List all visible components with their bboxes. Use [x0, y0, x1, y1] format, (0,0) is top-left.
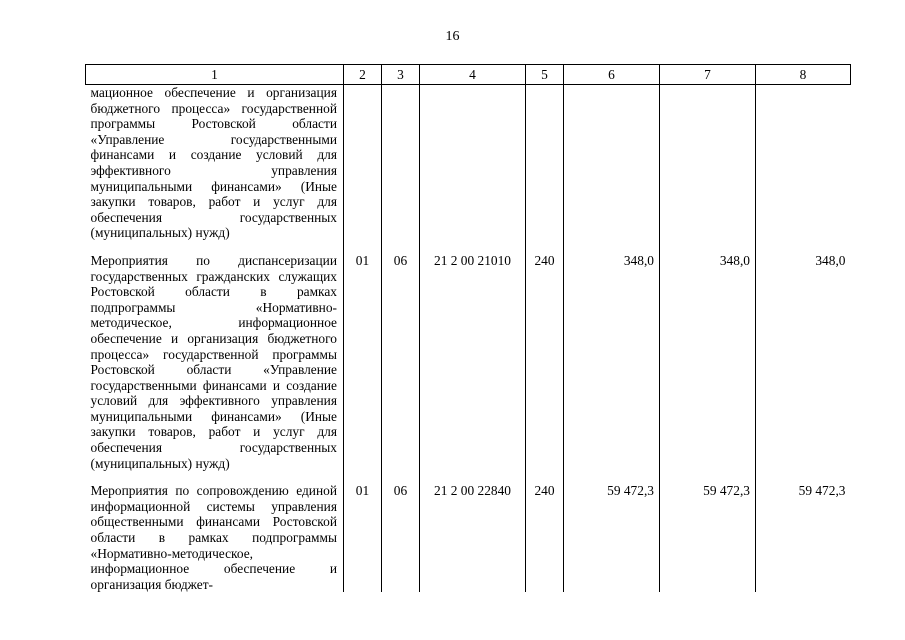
- header-col-4: 4: [420, 65, 526, 85]
- row-amount-col8: 59 472,3: [756, 471, 851, 592]
- table-body: [86, 85, 851, 593]
- row-subsection: [382, 85, 420, 241]
- row-section: [344, 85, 382, 241]
- row-amount-col7: [660, 85, 756, 241]
- row-description: мационное обеспечение и организация бюджетного процесса» государственной программы Ростовской области «Управление государственными финансами и создание условий для эффективного управления муниципальными финансами» (Иные закупки товаров, работ и услуг для обеспечения государственных (муниципальных) нужд): [90, 85, 337, 241]
- header-col-3: 3: [382, 65, 420, 85]
- header-col-7: 7: [660, 65, 756, 85]
- row-description: Мероприятия по диспансеризации государственных гражданских служащих Ростовской области в рамках подпрограммы «Нормативно-методическое, информационное обеспечение и организация бюджетного процесса» государственной программы Ростовской области «Управление государственными финансами и создание условий для эффективного управления муниципальными финансами» (Иные закупки товаров, работ и услуг для обеспечения государственных (муниципальных) нужд): [90, 252, 337, 471]
- row-amount-col6: [564, 85, 660, 241]
- row-amount-col6: 348,0: [564, 241, 660, 471]
- row-amount-col8: 348,0: [756, 241, 851, 471]
- row-expense-type: 240: [526, 241, 564, 471]
- row-amount-col6: 59 472,3: [564, 471, 660, 592]
- table-row: [86, 471, 851, 592]
- row-target-article: 21 2 00 22840: [420, 471, 526, 592]
- header-col-1: 1: [86, 65, 344, 85]
- row-target-article: [420, 85, 526, 241]
- table-row: [86, 85, 851, 241]
- row-amount-col7: 59 472,3: [660, 471, 756, 592]
- row-subsection: 06: [382, 471, 420, 592]
- header-col-8: 8: [756, 65, 851, 85]
- table-header: [86, 65, 851, 85]
- header-row: [86, 65, 851, 85]
- row-section: 01: [344, 471, 382, 592]
- row-section: 01: [344, 241, 382, 471]
- row-amount-col8: [756, 85, 851, 241]
- header-col-6: 6: [564, 65, 660, 85]
- row-description: Мероприятия по сопровождению единой информационной системы управления общественными финансами Ростовской области в рамках подпрограммы «Нормативно-методическое, информационное обеспечение и организация бюджет-: [90, 483, 337, 592]
- header-col-5: 5: [526, 65, 564, 85]
- row-expense-type: [526, 85, 564, 241]
- table-row: [86, 241, 851, 471]
- page-number: 16: [445, 29, 460, 44]
- budget-table: [85, 64, 851, 592]
- row-target-article: 21 2 00 21010: [420, 241, 526, 471]
- row-subsection: 06: [382, 241, 420, 471]
- row-expense-type: 240: [526, 471, 564, 592]
- row-amount-col7: 348,0: [660, 241, 756, 471]
- header-col-2: 2: [344, 65, 382, 85]
